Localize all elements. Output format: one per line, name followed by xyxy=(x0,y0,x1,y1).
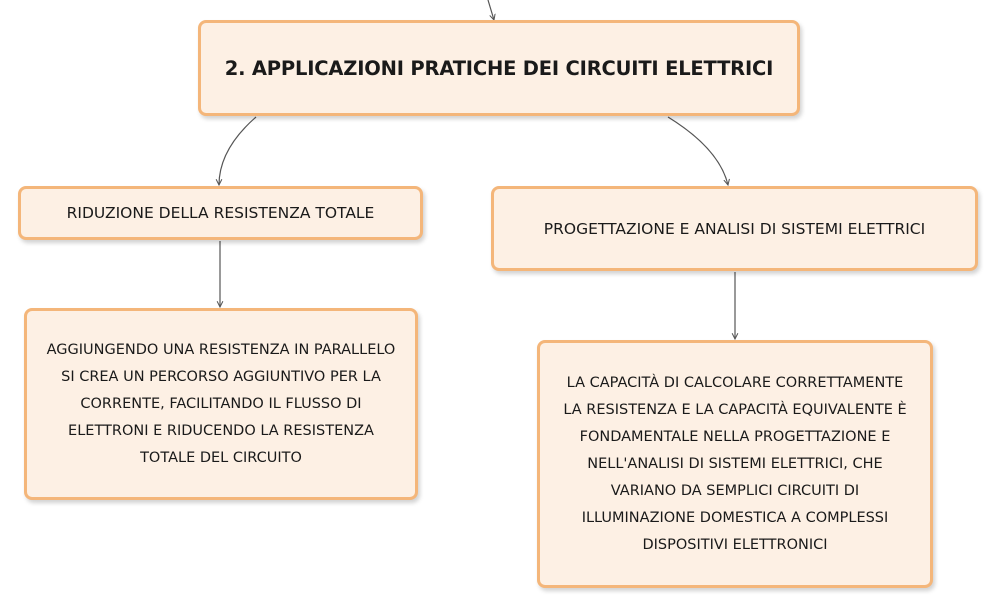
detail-system-design-text: LA CAPACITÀ DI CALCOLARE CORRETTAMENTE LA RESISTENZA E LA CAPACITÀ EQUIVALENTE È FONDAMENTALE NELLA PROGETTAZIONE E NELL'ANALISI DI SISTEMI ELETTRICI, CHE VARIANO DA SEMPLICI CIRCUITI DI ILLUMINAZIONE DOMESTICA A COMPLESSI DISPOSITIVI ELETTRONICI xyxy=(563,374,907,553)
detail-system-design-node[interactable] xyxy=(537,340,933,588)
subtopic-system-design-label: PROGETTAZIONE E ANALISI DI SISTEMI ELETTRICI xyxy=(543,219,926,238)
subtopic-resistance-reduction-node[interactable] xyxy=(18,186,423,240)
connector-parent-to-root xyxy=(488,0,494,20)
detail-resistance-reduction-text: AGGIUNGENDO UNA RESISTENZA IN PARALLELO SI CREA UN PERCORSO AGGIUNTIVO PER LA CORRENTE, FACILITANDO IL FLUSSO DI ELETTRONI E RIDUCENDO LA RESISTENZA TOTALE DEL CIRCUITO xyxy=(46,341,396,466)
subtopic-resistance-reduction-label: RIDUZIONE DELLA RESISTENZA TOTALE xyxy=(66,204,375,222)
subtopic-system-design-node[interactable] xyxy=(491,186,978,271)
connector-root-to-branch-left xyxy=(219,117,256,185)
root-topic-label: 2. APPLICAZIONI PRATICHE DEI CIRCUITI ELETTRICI xyxy=(224,56,774,80)
root-topic-node[interactable] xyxy=(198,20,800,116)
connector-root-to-branch-right xyxy=(668,117,728,185)
detail-resistance-reduction-node[interactable] xyxy=(24,308,418,500)
